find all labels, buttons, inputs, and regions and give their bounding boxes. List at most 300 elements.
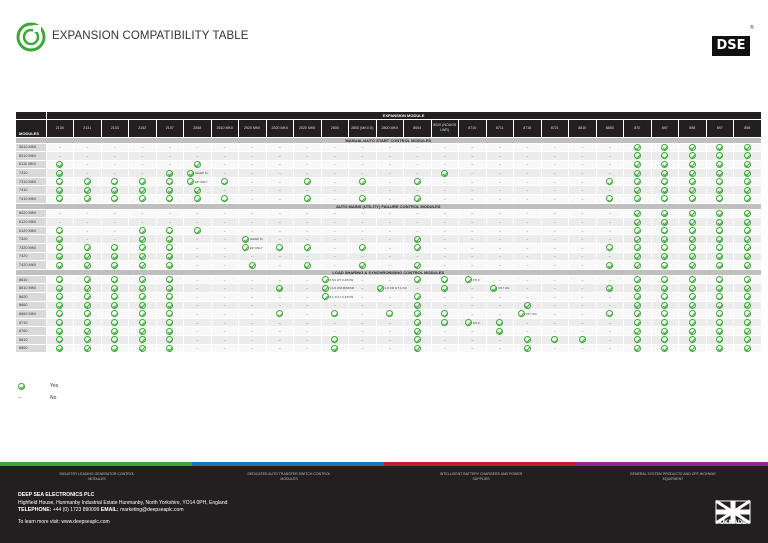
- cell-yes: [101, 284, 129, 293]
- legend-yes-label: Yes: [50, 383, 59, 389]
- tick-icon: [84, 262, 91, 269]
- cell-no: –: [294, 252, 322, 261]
- tick-icon: [634, 170, 641, 177]
- cell-yes: [624, 235, 652, 244]
- cell-yes: [706, 344, 734, 353]
- cell-yes: [294, 244, 322, 253]
- cell-no: –: [596, 293, 624, 302]
- cell-no: –: [211, 293, 239, 302]
- cell-no: –: [459, 177, 487, 186]
- cell-no: –: [266, 335, 294, 344]
- cell-yes: [239, 261, 267, 270]
- cell-no: –: [184, 327, 212, 336]
- cell-no: –: [376, 301, 404, 310]
- tick-icon: [716, 210, 723, 217]
- cell-no: –: [321, 195, 349, 204]
- tick-icon: [194, 161, 201, 168]
- cell-yes: [46, 186, 74, 195]
- cell-yes: [651, 177, 679, 186]
- tick-icon: [465, 276, 472, 283]
- tick-icon: [111, 244, 118, 251]
- cell-yes: [46, 177, 74, 186]
- cell-no: –: [294, 301, 322, 310]
- cell-yes: [129, 301, 157, 310]
- cell-yes: [156, 244, 184, 253]
- tick-icon: [111, 262, 118, 269]
- tick-icon: [166, 253, 173, 260]
- tick-icon: [716, 310, 723, 317]
- cell-yes: [651, 226, 679, 235]
- cell-no: –: [239, 226, 267, 235]
- cell-no: –: [404, 186, 432, 195]
- cell-no: –: [129, 169, 157, 178]
- cell-yes: [651, 252, 679, 261]
- table-row: [16, 318, 761, 327]
- row-label: 7320 MKII: [16, 244, 46, 253]
- header: [0, 0, 768, 80]
- tick-icon: [661, 319, 668, 326]
- cell-yes: [101, 252, 129, 261]
- cell-yes: [294, 261, 322, 270]
- tick-icon: [661, 345, 668, 352]
- tick-icon: [111, 195, 118, 202]
- tick-icon: [661, 253, 668, 260]
- cell-yes: [679, 275, 707, 284]
- cell-no: –: [211, 327, 239, 336]
- cell-no: –: [514, 195, 542, 204]
- tick-icon: [166, 178, 173, 185]
- cell-yes: [651, 186, 679, 195]
- cell-no: –: [431, 143, 459, 152]
- tick-icon: [56, 262, 63, 269]
- tick-icon: [322, 276, 329, 283]
- cell-no: –: [486, 169, 514, 178]
- tick-icon: [634, 328, 641, 335]
- row-label: 6020 MKII: [16, 209, 46, 218]
- cell-yes: [486, 284, 514, 293]
- cell-no: –: [459, 143, 487, 152]
- tick-icon: [661, 219, 668, 226]
- cell-no: –: [514, 160, 542, 169]
- cell-yes: [734, 235, 762, 244]
- cell-no: –: [266, 235, 294, 244]
- table-row: [16, 301, 761, 310]
- cell-yes: [651, 143, 679, 152]
- tick-icon: [56, 227, 63, 234]
- telephone-value: +44 (0) 1723 890099: [52, 507, 100, 513]
- tick-icon: [111, 319, 118, 326]
- cell-yes: [129, 327, 157, 336]
- cell-yes: [734, 177, 762, 186]
- cell-yes: [74, 252, 102, 261]
- cell-yes: [101, 301, 129, 310]
- cell-no: –: [266, 143, 294, 152]
- tick-icon: [84, 253, 91, 260]
- cell-yes: [569, 335, 597, 344]
- tick-icon: [187, 170, 194, 177]
- cell-no: –: [156, 160, 184, 169]
- cell-no: –: [596, 218, 624, 227]
- column-header: 2157: [156, 119, 184, 137]
- tick-icon: [744, 276, 751, 283]
- cell-note: 8.5.0: [472, 277, 480, 282]
- modules-header-spacer: [16, 112, 46, 119]
- cell-yes: [46, 261, 74, 270]
- tick-icon: [634, 210, 641, 217]
- cell-note: 1.1/2.W/4.B/68/9R: [329, 286, 355, 291]
- table-row: [16, 143, 761, 152]
- tick-icon: [661, 210, 668, 217]
- tick-icon: [242, 236, 249, 243]
- cell-yes: [46, 275, 74, 284]
- cell-yes: [404, 310, 432, 319]
- cell-yes: [734, 252, 762, 261]
- tick-icon: [414, 302, 421, 309]
- cell-no: –: [101, 152, 129, 161]
- website-link[interactable]: To learn more visit: www.deepseaplc.com: [18, 518, 110, 525]
- cell-no: –: [211, 275, 239, 284]
- cell-yes: [706, 335, 734, 344]
- cell-yes: [101, 335, 129, 344]
- cell-no: –: [211, 261, 239, 270]
- row-label: 8610: [16, 275, 46, 284]
- cell-no: –: [184, 301, 212, 310]
- tick-icon: [716, 285, 723, 292]
- tick-icon: [579, 336, 586, 343]
- cell-no: –: [404, 169, 432, 178]
- cell-no: –: [431, 235, 459, 244]
- cell-no: –: [404, 209, 432, 218]
- cell-no: –: [211, 160, 239, 169]
- cell-no: –: [211, 284, 239, 293]
- cell-no: –: [211, 235, 239, 244]
- tick-icon: [139, 328, 146, 335]
- tick-icon: [518, 310, 525, 317]
- cell-yes: [734, 226, 762, 235]
- cell-yes: [156, 261, 184, 270]
- tick-icon: [111, 276, 118, 283]
- tick-icon: [744, 187, 751, 194]
- tick-icon: [331, 345, 338, 352]
- cell-yes: [679, 252, 707, 261]
- row-label: 8660: [16, 301, 46, 310]
- cell-no: –: [404, 152, 432, 161]
- cell-yes: [129, 284, 157, 293]
- cell-no: –: [431, 261, 459, 270]
- cell-yes: [74, 301, 102, 310]
- tick-icon: [56, 253, 63, 260]
- tick-icon: [139, 178, 146, 185]
- row-label: 8610 MKII: [16, 284, 46, 293]
- tick-icon: [744, 253, 751, 260]
- cell-no: –: [376, 275, 404, 284]
- cell-no: –: [239, 293, 267, 302]
- cell-yes: [734, 209, 762, 218]
- cell-yes: [679, 195, 707, 204]
- cell-no: –: [211, 252, 239, 261]
- cell-no: –: [239, 177, 267, 186]
- tick-icon: [249, 262, 256, 269]
- cell-no: –: [376, 327, 404, 336]
- cell-yes: [706, 218, 734, 227]
- cell-yes: [734, 160, 762, 169]
- dse-logo: DSE: [712, 36, 750, 56]
- table-row: [16, 218, 761, 227]
- cell-no: –: [321, 177, 349, 186]
- tick-icon: [166, 170, 173, 177]
- cell-no: –: [184, 252, 212, 261]
- cell-no: –: [74, 152, 102, 161]
- tick-icon: [606, 262, 613, 269]
- tick-icon: [331, 310, 338, 317]
- cell-no: –: [239, 335, 267, 344]
- cell-yes: [679, 261, 707, 270]
- cell-yes: [101, 261, 129, 270]
- tick-icon: [414, 178, 421, 185]
- column-header: 8020 (NOAGS LWR): [431, 119, 459, 137]
- cell-yes: [431, 169, 459, 178]
- cell-no: –: [294, 318, 322, 327]
- tick-icon: [84, 302, 91, 309]
- cell-yes: [706, 186, 734, 195]
- tick-icon: [634, 276, 641, 283]
- cell-no: –: [376, 152, 404, 161]
- cell-no: –: [211, 226, 239, 235]
- cell-yes: [46, 235, 74, 244]
- cell-no: –: [184, 284, 212, 293]
- cell-no: –: [486, 209, 514, 218]
- cell-no: –: [514, 226, 542, 235]
- tick-icon: [634, 293, 641, 300]
- cell-yes: [679, 244, 707, 253]
- cell-no: –: [74, 235, 102, 244]
- cell-no: –: [486, 310, 514, 319]
- cell-no: –: [459, 160, 487, 169]
- tick-icon: [84, 310, 91, 317]
- cell-yes: [46, 252, 74, 261]
- cell-no: –: [156, 152, 184, 161]
- cell-yes: [624, 218, 652, 227]
- column-header: 8004: [404, 119, 432, 137]
- tick-icon: [111, 285, 118, 292]
- cell-no: –: [404, 252, 432, 261]
- cell-yes: [624, 293, 652, 302]
- table-row: [16, 261, 761, 270]
- tick-icon: [111, 293, 118, 300]
- cell-yes: [706, 169, 734, 178]
- tick-icon: [139, 319, 146, 326]
- row-label: 7420: [16, 252, 46, 261]
- cell-yes: [46, 169, 74, 178]
- cell-no: –: [266, 152, 294, 161]
- cell-yes: [156, 335, 184, 344]
- cell-yes: [349, 177, 377, 186]
- cell-no: –: [376, 169, 404, 178]
- cell-no: –: [486, 218, 514, 227]
- cell-no: –: [211, 209, 239, 218]
- tick-icon: [304, 178, 311, 185]
- cell-no: –: [101, 209, 129, 218]
- cell-yes: [514, 301, 542, 310]
- cell-no: –: [376, 218, 404, 227]
- cell-no: –: [404, 284, 432, 293]
- tick-icon: [716, 244, 723, 251]
- cell-yes: [651, 261, 679, 270]
- cell-yes: [156, 226, 184, 235]
- dash-icon: –: [18, 395, 21, 401]
- cell-yes: [376, 284, 407, 293]
- tick-icon: [661, 302, 668, 309]
- cell-yes: [101, 318, 129, 327]
- footer-category: DEDICATED AUTO TRANSFER SWITCH CONTROL MODULES: [247, 472, 331, 481]
- cell-no: –: [294, 186, 322, 195]
- column-header: 2152: [129, 119, 157, 137]
- cell-no: –: [294, 218, 322, 227]
- tick-icon: [242, 244, 249, 251]
- tick-icon: [744, 244, 751, 251]
- cell-no: –: [239, 143, 267, 152]
- cell-yes: [431, 318, 459, 327]
- dse-leaf-logo-icon: [16, 22, 46, 52]
- tick-icon: [166, 262, 173, 269]
- tick-icon: [139, 310, 146, 317]
- tick-icon: [744, 195, 751, 202]
- cell-yes: [46, 318, 74, 327]
- tick-icon: [689, 236, 696, 243]
- tick-icon: [661, 293, 668, 300]
- tick-icon: [166, 187, 173, 194]
- tick-icon: [414, 262, 421, 269]
- tick-icon: [359, 244, 366, 251]
- cell-yes: [679, 318, 707, 327]
- cell-yes: [734, 169, 762, 178]
- color-bar-red: [384, 462, 576, 466]
- cell-yes: [651, 293, 679, 302]
- cell-yes: [651, 344, 679, 353]
- cell-no: –: [541, 186, 569, 195]
- cell-yes: [156, 186, 184, 195]
- cell-yes: [541, 335, 569, 344]
- tick-icon: [661, 178, 668, 185]
- cell-no: –: [321, 218, 349, 227]
- cell-no: –: [101, 218, 129, 227]
- cell-no: –: [266, 226, 294, 235]
- tick-icon: [744, 262, 751, 269]
- cell-no: –: [596, 209, 624, 218]
- cell-yes: [624, 209, 652, 218]
- table-row: [16, 252, 761, 261]
- cell-no: –: [541, 209, 569, 218]
- cell-no: –: [294, 143, 322, 152]
- cell-yes: [74, 344, 102, 353]
- cell-yes: [184, 186, 212, 195]
- cell-no: –: [211, 143, 239, 152]
- cell-no: –: [459, 252, 487, 261]
- cell-yes: [706, 327, 734, 336]
- cell-no: –: [266, 169, 294, 178]
- cell-yes: [266, 310, 294, 319]
- cell-yes: [624, 344, 652, 353]
- tick-icon: [84, 178, 91, 185]
- cell-yes: [46, 226, 74, 235]
- tick-icon: [634, 161, 641, 168]
- cell-yes: [321, 344, 349, 353]
- ukmade-mark: UKMADE: [719, 520, 747, 526]
- cell-no: –: [569, 244, 597, 253]
- cell-yes: [651, 244, 679, 253]
- tick-icon: [18, 383, 25, 390]
- cell-no: –: [211, 169, 239, 178]
- cell-yes: [486, 327, 514, 336]
- cell-no: –: [514, 261, 542, 270]
- tick-icon: [634, 285, 641, 292]
- cell-no: –: [431, 152, 459, 161]
- cell-yes: [46, 344, 74, 353]
- cell-no: –: [184, 275, 212, 284]
- cell-yes: [184, 160, 212, 169]
- table-row: [16, 244, 761, 253]
- cell-no: –: [129, 209, 157, 218]
- email-link[interactable]: marketing@deepseaplc.com: [120, 507, 184, 513]
- cell-yes: [459, 318, 487, 327]
- cell-yes: [46, 301, 74, 310]
- tick-icon: [166, 310, 173, 317]
- cell-yes: [514, 310, 542, 319]
- cell-no: –: [349, 252, 377, 261]
- cell-yes: [74, 186, 102, 195]
- cell-yes: [734, 186, 762, 195]
- tick-icon: [56, 187, 63, 194]
- cell-no: –: [541, 261, 569, 270]
- cell-yes: [129, 344, 157, 353]
- cell-yes: [624, 160, 652, 169]
- tick-icon: [661, 144, 668, 151]
- table-row: [16, 327, 761, 336]
- row-label: 6120 MKII: [16, 226, 46, 235]
- cell-yes: [679, 327, 707, 336]
- tick-icon: [56, 336, 63, 343]
- cell-no: –: [211, 186, 239, 195]
- cell-no: –: [431, 293, 459, 302]
- cell-no: –: [321, 235, 349, 244]
- tick-icon: [606, 244, 613, 251]
- cell-yes: [404, 293, 432, 302]
- cell-no: –: [486, 143, 514, 152]
- tick-icon: [744, 285, 751, 292]
- cell-yes: [129, 177, 157, 186]
- cell-yes: [624, 261, 652, 270]
- row-label: 8860: [16, 344, 46, 353]
- cell-no: –: [541, 143, 569, 152]
- tick-icon: [716, 187, 723, 194]
- tick-icon: [111, 253, 118, 260]
- cell-yes: [651, 160, 679, 169]
- cell-yes: [706, 252, 734, 261]
- cell-yes: [156, 327, 184, 336]
- cell-yes: [651, 310, 679, 319]
- tick-icon: [606, 285, 613, 292]
- tick-icon: [166, 345, 173, 352]
- cell-yes: [129, 252, 157, 261]
- tick-icon: [56, 310, 63, 317]
- cell-yes: [129, 310, 157, 319]
- cell-no: –: [101, 226, 129, 235]
- tick-icon: [606, 310, 613, 317]
- tick-icon: [56, 195, 63, 202]
- cell-no: –: [376, 252, 404, 261]
- cell-no: –: [569, 186, 597, 195]
- tick-icon: [194, 227, 201, 234]
